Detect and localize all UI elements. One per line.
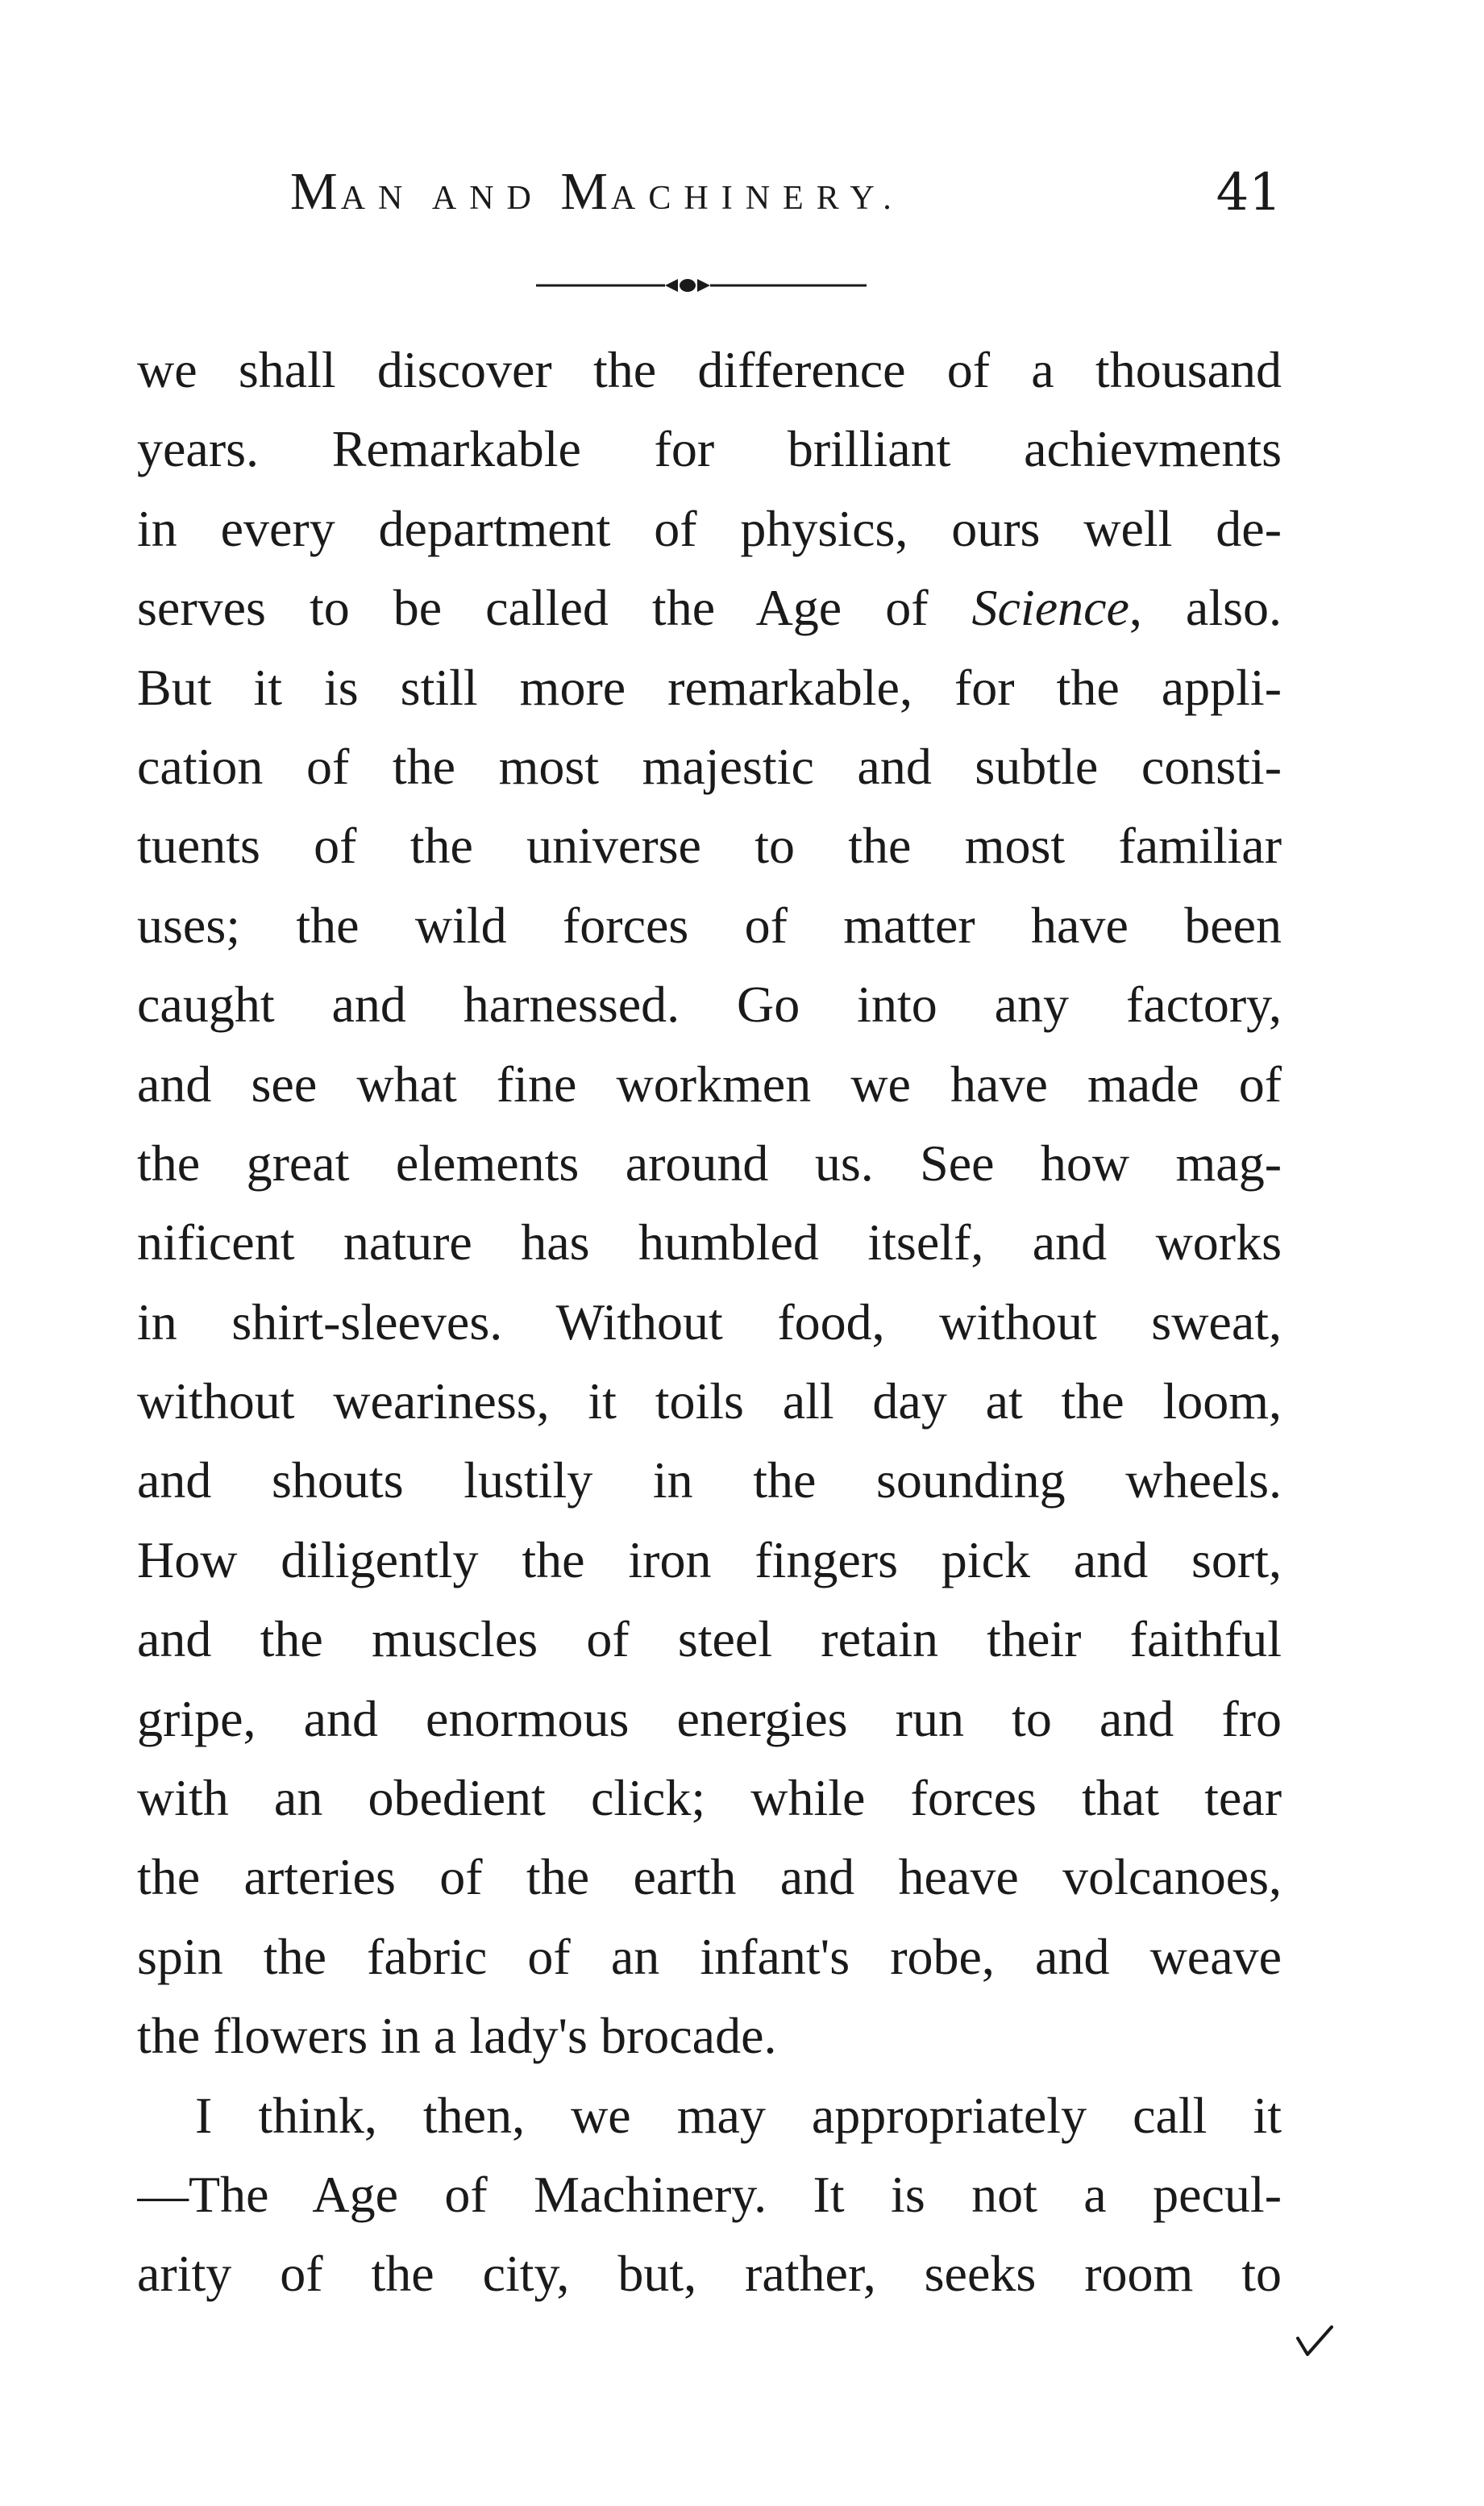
page-number: 41 — [1216, 163, 1282, 223]
text-line: spin the fabric of an infant's robe, and weave — [137, 1927, 1282, 1985]
text-line: the arteries of the earth and heave volcanoes, — [137, 1848, 1282, 1906]
text-line-segment: , also. — [1129, 579, 1282, 637]
text-line: and see what fine workmen we have made of — [137, 1055, 1282, 1113]
italic-word-science: Science — [971, 579, 1129, 637]
text-line: How diligently the iron fingers pick and sort, — [137, 1530, 1282, 1588]
text-line: arity of the city, but, rather, seeks room to — [137, 2245, 1282, 2303]
paragraph-end-line: the flowers in a lady's brocade. — [137, 2007, 777, 2065]
text-line: caught and harnessed. Go into any factory, — [137, 976, 1282, 1034]
running-title-word-1: AN — [340, 180, 416, 217]
running-title — [290, 161, 904, 223]
text-line-segment: serves to be called the Age of — [137, 579, 972, 637]
text-line: nificent nature has humbled itself, and works — [137, 1213, 1282, 1272]
check-mark-icon — [1295, 2322, 1335, 2362]
text-line: cation of the most majestic and subtle consti- — [137, 737, 1282, 795]
text-line: But it is still more remarkable, for the appli- — [137, 658, 1282, 716]
text-line: without weariness, it toils all day at the loom, — [137, 1372, 1282, 1430]
text-line-with-italic — [137, 568, 1282, 647]
running-head — [274, 161, 1282, 234]
running-title-initial-2: M — [560, 162, 612, 221]
text-line: uses; the wild forces of matter have been — [137, 896, 1282, 954]
running-title-word-3: ACHINERY. — [611, 180, 904, 217]
body-text — [137, 331, 1282, 2314]
text-line: with an obedient click; while forces that tear — [137, 1769, 1282, 1827]
text-line: years. Remarkable for brilliant achievments — [137, 420, 1282, 478]
text-line: in shirt-sleeves. Without food, without sweat, — [137, 1293, 1282, 1351]
running-title-word-2: AND — [431, 180, 544, 217]
text-line: tuents of the universe to the most familiar — [137, 817, 1282, 875]
text-line: —The Age of Machinery. It is not a pecul- — [137, 2165, 1282, 2223]
text-line: in every department of physics, ours well de- — [137, 499, 1282, 557]
running-title-initial-1: M — [290, 162, 341, 221]
text-line: the great elements around us. See how mag- — [137, 1134, 1282, 1192]
paragraph-start-line: I think, then, we may appropriately call it — [195, 2086, 1282, 2144]
text-line: and shouts lustily in the sounding wheels. — [137, 1451, 1282, 1509]
text-line: and the muscles of steel retain their faithful — [137, 1610, 1282, 1668]
header-ornament-rule — [536, 276, 867, 295]
text-line: we shall discover the difference of a thousand — [137, 341, 1282, 398]
text-line: gripe, and enormous energies run to and fro — [137, 1689, 1282, 1747]
